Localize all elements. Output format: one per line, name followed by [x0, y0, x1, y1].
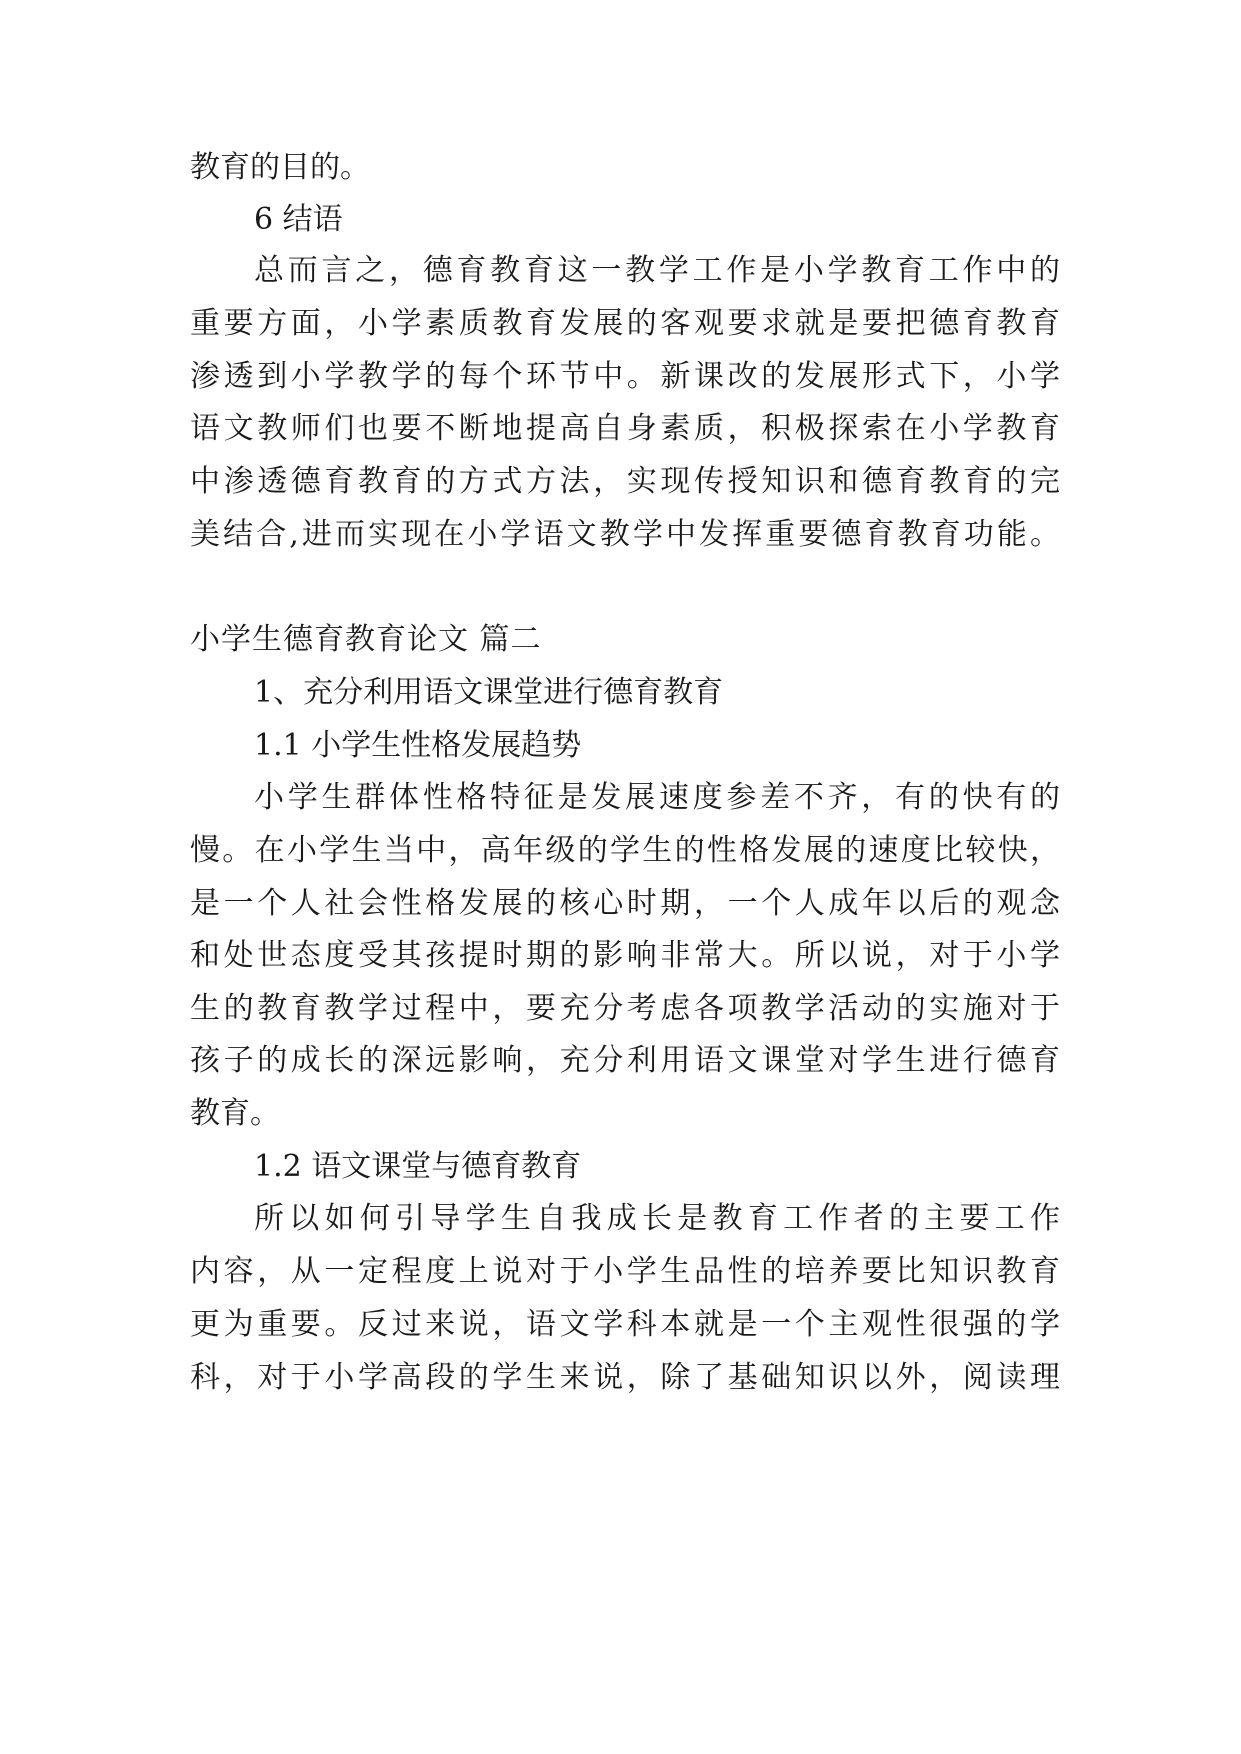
text-line: 教育。	[190, 1096, 280, 1131]
text-line: 和处世态度受其孩提时期的影响非常大。所以说，对于小学	[190, 938, 1060, 973]
text-line: 总而言之，德育教育这一教学工作是小学教育工作中的	[254, 253, 1060, 288]
section-heading: 1、充分利用语文课堂进行德育教育	[254, 675, 724, 710]
subsection-heading: 1.1 小学生性格发展趋势	[254, 728, 582, 763]
text-line: 更为重要。反过来说，语文学科本就是一个主观性很强的学	[190, 1307, 1060, 1342]
text-line: 科，对于小学高段的学生来说，除了基础知识以外，阅读理	[190, 1360, 1060, 1395]
text-line: 中渗透德育教育的方式方法，实现传授知识和德育教育的完	[190, 464, 1060, 499]
section-heading: 6 结语	[254, 202, 343, 237]
text-line: 重要方面，小学素质教育发展的客观要求就是要把德育教育	[190, 306, 1060, 341]
text-line: 语文教师们也要不断地提高自身素质，积极探索在小学教育	[190, 411, 1060, 446]
text-line: 内容，从一定程度上说对于小学生品性的培养要比知识教育	[190, 1254, 1060, 1289]
text-line: 所以如何引导学生自我成长是教育工作者的主要工作	[254, 1201, 1060, 1236]
subsection-heading: 1.2 语文课堂与德育教育	[254, 1149, 582, 1184]
text-line: 慢。在小学生当中，高年级的学生的性格发展的速度比较快，	[190, 833, 1060, 868]
text-line: 生的教育教学过程中，要充分考虑各项教学活动的实施对于	[190, 991, 1060, 1026]
text-line: 是一个人社会性格发展的核心时期，一个人成年以后的观念	[190, 886, 1060, 921]
article-title: 小学生德育教育论文 篇二	[190, 622, 542, 657]
text-line: 美结合,进而实现在小学语文教学中发挥重要德育教育功能。	[190, 517, 1060, 552]
text-line: 小学生群体性格特征是发展速度参差不齐，有的快有的	[254, 780, 1060, 815]
text-line: 渗透到小学教学的每个环节中。新课改的发展形式下，小学	[190, 359, 1060, 394]
text-line: 教育的目的。	[190, 150, 370, 185]
text-line: 孩子的成长的深远影响，充分利用语文课堂对学生进行德育	[190, 1043, 1060, 1078]
